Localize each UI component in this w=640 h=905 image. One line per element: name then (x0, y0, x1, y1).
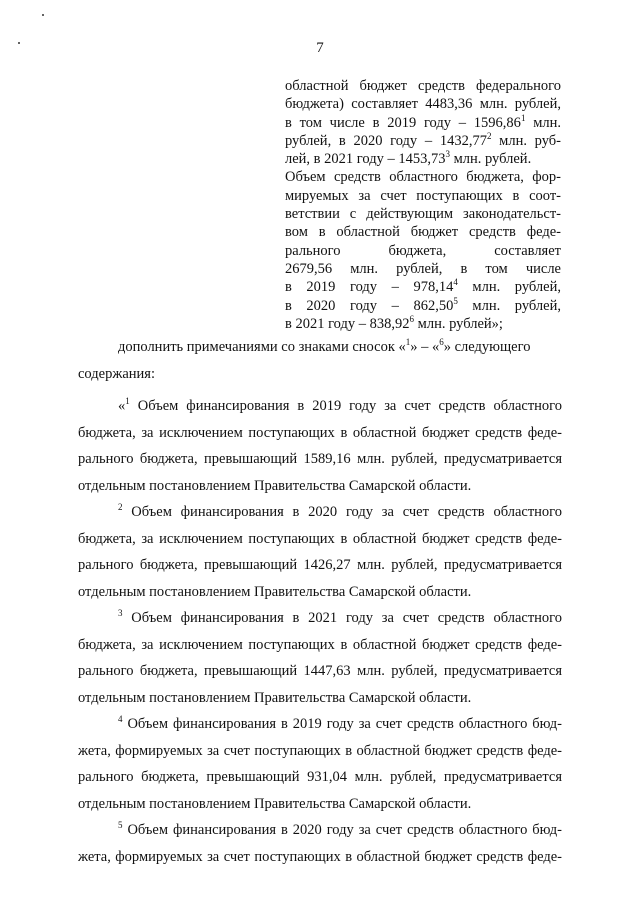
cell-line: мируемых за счет поступающих в соот- (285, 187, 561, 204)
text-line: отдельным постановлением Правительства Самарской области. (78, 795, 472, 812)
cell-line: областной бюджет средств федерального (285, 78, 561, 94)
footnote-mark: 1 (520, 113, 526, 123)
text-line: рального бюджета, превышающий 1447,63 млн. рублей, предусматривается (78, 663, 562, 679)
text-line: $^2$ Объем финансирования в 2020 году за счет средств областного (118, 502, 562, 520)
footnote-mark: 3 (445, 149, 450, 160)
text-line: бюджета, за исключением поступающих в областной бюджет средств феде- (78, 424, 562, 441)
text-line: $^3$ Объем финансирования в 2021 году за счет средств областного (118, 608, 562, 626)
cell-line: в том числе в 2019 году – 1596,86$^1$ млн. (285, 113, 561, 131)
footnote-paragraph-3 (78, 605, 562, 711)
cell-line: бюджета) составляет 4483,36 млн. рублей, (285, 96, 561, 113)
text-line: рального бюджета, превышающий 1426,27 млн. рублей, предусматривается (78, 557, 562, 573)
text-line: $^5$ Объем финансирования в 2020 году за счет средств областного бюд- (118, 820, 562, 838)
table-cell-continuation (285, 77, 561, 333)
cell-line: Объем средств областного бюджета, фор- (285, 169, 561, 186)
text-line: $^4$ Объем финансирования в 2019 году за счет средств областного бюд- (118, 714, 562, 732)
text-line: отдельным постановлением Правительства Самарской области. (78, 583, 472, 600)
cell-line: вом в областной бюджет средств феде- (285, 224, 561, 241)
footnote-mark: 4 (453, 278, 458, 288)
footnote-mark: 2 (486, 131, 492, 141)
footnote-mark: 5 (453, 296, 458, 306)
text-line: бюджета, за исключением поступающих в областной бюджет средств феде- (78, 636, 562, 653)
footnote-paragraph-1 (78, 393, 562, 499)
cell-line: рублей, в 2020 году – 1432,77$^2$ млн. руб- (285, 131, 561, 149)
text-line: жета, формируемых за счет поступающих в областной бюджет средств феде- (78, 742, 562, 759)
scan-speck (42, 14, 44, 16)
footnote-paragraph-2 (78, 499, 562, 605)
cell-line: лей, в 2021 году – 1453,73$^3$ млн. рублей. (285, 149, 532, 168)
text-line: жета, формируемых за счет поступающих в областной бюджет средств феде- (78, 848, 562, 865)
page-number: 7 (316, 40, 324, 56)
text-line: рального бюджета, превышающий 1589,16 млн. рублей, предусматривается (78, 451, 562, 467)
text-line: содержания: (78, 365, 156, 382)
footnote-paragraph-4 (78, 711, 562, 817)
text-line: рального бюджета, превышающий 931,04 млн. рублей, предусматривается (78, 769, 562, 785)
cell-line: рального бюджета, составляет (285, 242, 561, 259)
text-line: отдельным постановлением Правительства Самарской области. (78, 689, 472, 706)
cell-line: в 2021 году – 838,92$^6$ млн. рублей»; (285, 313, 503, 332)
cell-line: 2679,56 млн. рублей, в том числе (285, 260, 561, 277)
footnote-mark: 6 (409, 313, 415, 324)
cell-line: ветствии с действующим законодательст- (285, 206, 561, 223)
text-line: отдельным постановлением Правительства Самарской области. (78, 477, 472, 494)
text-line: «$^1$ Объем финансирования в 2019 году за счет средств областного (118, 396, 562, 414)
footnote-paragraph-5 (78, 817, 562, 870)
text-line: бюджета, за исключением поступающих в областной бюджет средств феде- (78, 530, 562, 547)
body-text (78, 334, 562, 870)
cell-line: в 2020 году – 862,50$^5$ млн. рублей, (285, 296, 561, 314)
text-line: дополнить примечаниями со знаками сносок «$^1$» – «$^6$» следующего (118, 337, 531, 355)
intro-paragraph (78, 334, 562, 387)
cell-line: в 2019 году – 978,14$^4$ млн. рублей, (285, 278, 561, 296)
